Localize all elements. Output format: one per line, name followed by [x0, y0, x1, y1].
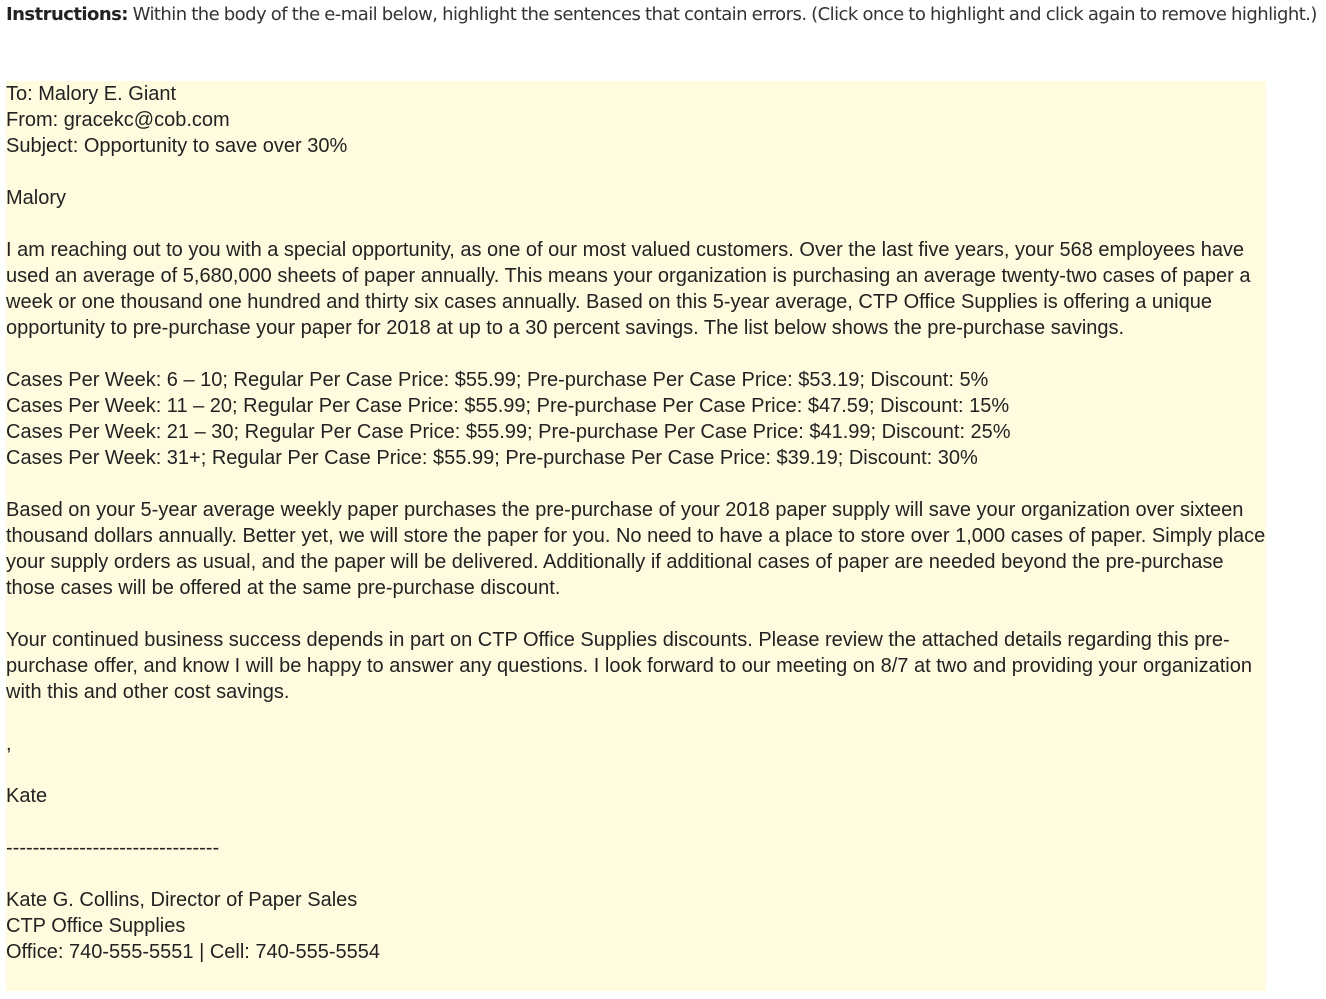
signature-company: CTP Office Supplies — [6, 915, 186, 937]
blank-line — [6, 809, 1266, 835]
blank-line — [6, 861, 1266, 887]
blank-line — [6, 211, 1266, 237]
blank-line — [6, 471, 1266, 497]
blank-line — [6, 341, 1266, 367]
instructions-body: Within the body of the e-mail below, highlight the sentences that contain errors. (Click once to highlight and click again to remove highlight.) — [127, 4, 1317, 25]
sentence-p3-2[interactable]: Please review the attached details regarding this pre-purchase offer, and know I will be happy to answer any questions. — [6, 629, 1230, 677]
email-from: From: gracekc@cob.com — [6, 109, 230, 131]
instructions-label: Instructions: — [6, 4, 128, 25]
blank-line — [6, 601, 1266, 627]
instructions-text — [6, 2, 1322, 28]
email-sender-name: Kate — [6, 785, 48, 807]
signature-divider: -------------------------------- — [6, 837, 220, 859]
sentence-p2-5[interactable]: Additionally if additional cases of paper are needed beyond the pre-purchase those cases will be offered at the same pre-purchase discount. — [6, 551, 1224, 599]
blank-line — [6, 705, 1266, 731]
email-body — [6, 81, 1266, 991]
sentence-p1-4[interactable]: Based on this 5-year average, CTP Office Supplies is offering a unique opportunity to pre-purchase your paper for 2018 at up to a 30 percent savings. — [6, 291, 1212, 339]
paragraph-3 — [6, 627, 1266, 705]
price-row-3[interactable]: Cases Per Week: 21 – 30; Regular Per Case Price: $55.99; Pre-purchase Per Case Price: $41.99; Discount: 25% — [6, 421, 1011, 443]
price-row-2[interactable]: Cases Per Week: 11 – 20; Regular Per Case Price: $55.99; Pre-purchase Per Case Price: $47.59; Discount: 15% — [6, 395, 1010, 417]
blank-line — [6, 757, 1266, 783]
sentence-p1-2[interactable]: Over the last five years, your 568 employees have used an average of 5,680,000 sheets of paper annually. — [6, 239, 1245, 287]
sentence-p3-1[interactable]: Your continued business success depends in part on CTP Office Supplies discounts. — [6, 629, 753, 651]
sentence-p1-5[interactable]: The list below shows the pre-purchase savings. — [703, 317, 1125, 339]
signature-phones: Office: 740-555-5551 | Cell: 740-555-5554 — [6, 941, 380, 963]
sentence-p1-1[interactable]: I am reaching out to you with a special opportunity, as one of our most valued customers. — [6, 239, 794, 261]
email-closing[interactable]: , — [6, 733, 12, 755]
email-to: To: Malory E. Giant — [6, 83, 177, 105]
email-subject: Subject: Opportunity to save over 30% — [6, 135, 348, 157]
paragraph-1 — [6, 237, 1266, 341]
signature-name-title: Kate G. Collins, Director of Paper Sales — [6, 889, 358, 911]
sentence-p2-3[interactable]: No need to have a place to store over 1,000 cases of paper. — [615, 525, 1147, 547]
sentence-p2-2[interactable]: Better yet, we will store the paper for you. — [242, 525, 611, 547]
sentence-p2-4[interactable]: Simply place your supply orders as usual, and the paper will be delivered. — [6, 525, 1266, 573]
sentence-p1-3[interactable]: This means your organization is purchasing an average twenty-two cases of paper a week or one thousand one hundred and thirty six cases annually. — [6, 265, 1251, 313]
email-greeting: Malory — [6, 187, 67, 209]
sentence-p2-1[interactable]: Based on your 5-year average weekly paper purchases the pre-purchase of your 2018 paper supply will save your organization over sixteen thousand dollars annually. — [6, 499, 1244, 547]
price-row-4[interactable]: Cases Per Week: 31+; Regular Per Case Price: $55.99; Pre-purchase Per Case Price: $39.19; Discount: 30% — [6, 447, 978, 469]
price-row-1[interactable]: Cases Per Week: 6 – 10; Regular Per Case Price: $55.99; Pre-purchase Per Case Price: $53.19; Discount: 5% — [6, 369, 989, 391]
sentence-p3-3[interactable]: I look forward to our meeting on 8/7 at two and providing your organization with this and other cost savings. — [6, 655, 1252, 703]
blank-line — [6, 159, 1266, 185]
paragraph-2 — [6, 497, 1266, 601]
